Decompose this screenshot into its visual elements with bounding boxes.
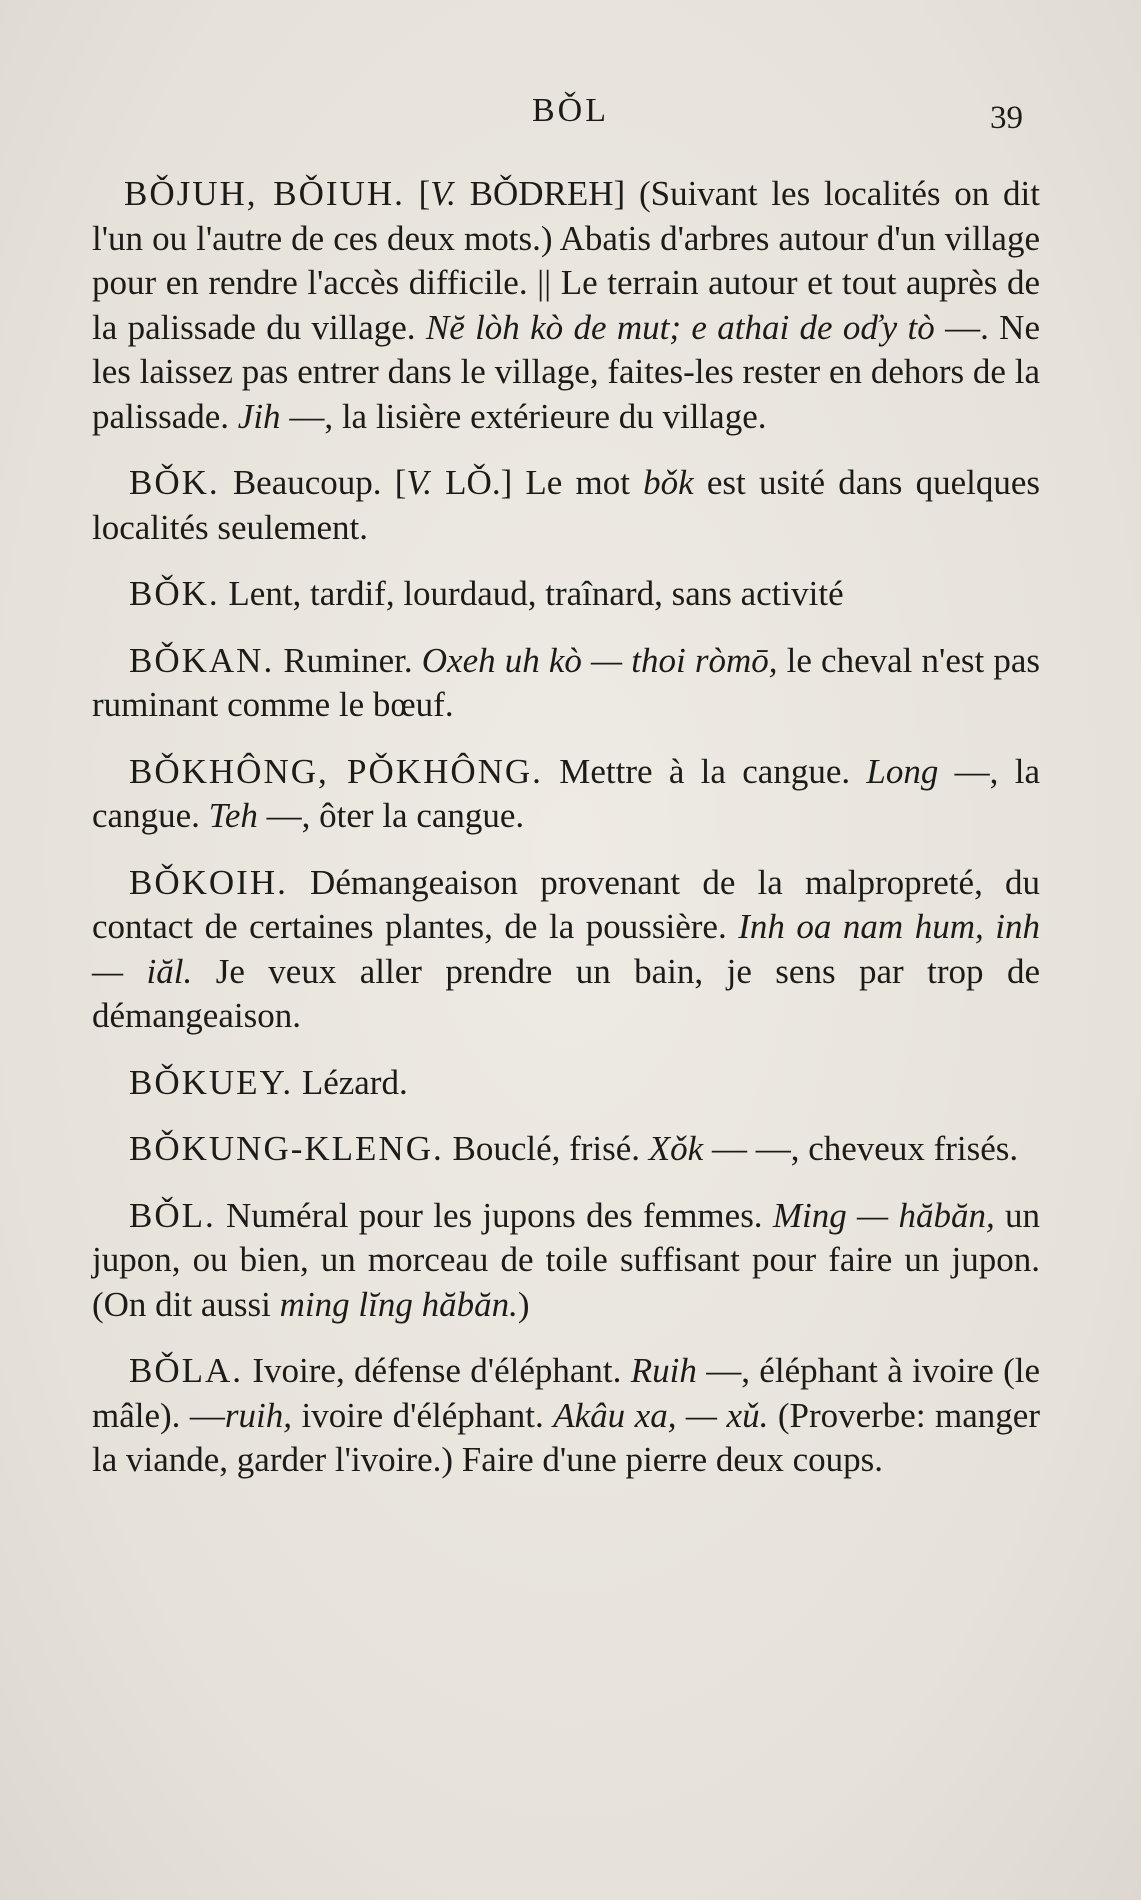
headword: BǑKOIH. <box>129 862 288 902</box>
example-text: Jih <box>237 396 281 436</box>
example-text: ruih, <box>224 1395 293 1435</box>
example-text: Akâu xa, — xǔ. <box>553 1395 769 1435</box>
entry-bol: BǑL. Numéral pour les jupons des femmes. Ming — hăbăn, un jupon, ou bien, un morceau de toile suffisant pour faire un jupon. (On dit aussi ming lĭng hăbăn.) <box>92 1195 1040 1324</box>
example-text: Nĕ lòh kò de mut; e athai de oďy tò <box>425 307 935 347</box>
example-text: Teh <box>208 796 258 835</box>
example-text: Inh oa nam hum, inh — iăl. <box>92 907 1041 991</box>
example-text: Ming — hăbăn, <box>772 1195 995 1235</box>
headword: BǑK. <box>129 463 220 502</box>
example-text: Ruih <box>630 1351 697 1390</box>
entry-bok-lent: BǑK. Lent, tardif, lourdaud, traînard, sans activité <box>129 574 844 613</box>
headword: BǑKUNG-KLENG. <box>129 1129 444 1168</box>
headword: BǑLA. <box>129 1351 244 1390</box>
entry-bola: BǑLA. Ivoire, défense d'éléphant. Ruih —, éléphant à ivoire (le mâle). —ruih, ivoire d'éléphant. Akâu xa, — xǔ. (Proverbe: manger la viande, garder l'ivoire.) Faire d'une pierre deux coups. <box>92 1351 1041 1479</box>
example-text: bǒk <box>643 463 694 502</box>
entry-bokhong: BǑKHÔNG, PǑKHÔNG. Mettre à la cangue. Long —, la cangue. Teh —, ôter la cangue. <box>92 751 1040 835</box>
entry-bokuey: BǑKUEY. Lézard. <box>129 1062 408 1102</box>
entry-bok-beaucoup: BǑK. Beaucoup. [V. LǑ.] Le mot bǒk est usité dans quelques localités seulement. <box>92 463 1040 547</box>
page-number: 39 <box>990 100 1023 136</box>
headword: BǑK. <box>129 574 220 613</box>
example-text: Long <box>866 751 939 791</box>
example-text: Xǒk <box>648 1129 704 1168</box>
example-text: Oxeh uh kò — thoi ròmō, <box>421 640 778 680</box>
headword: BǑJUH, BǑIUH. <box>124 174 405 213</box>
example-text: ming lĭng hăbăn. <box>279 1284 518 1324</box>
entry-bokan: BǑKAN. Ruminer. Oxeh uh kò — thoi ròmō, le cheval n'est pas ruminant comme le bœuf. <box>92 640 1040 724</box>
headword: BǑL. <box>129 1195 216 1235</box>
headword: BǑKAN. <box>129 640 275 680</box>
entry-bojuh: BǑJUH, BǑIUH. [V. BǑDREH] (Suivant les localités on dit l'un ou l'autre de ces deux mots.) Abatis d'arbres autour d'un village pour en rendre l'accès difficile. || Le terrain autour et tout auprès de la palissade du village. Nĕ lòh kò de mut; e athai de oďy tò —. Ne les laissez pas entrer dans le village, faites-les rester en dehors de la palissade. Jih —, la lisière extérieure du village. <box>92 174 1040 436</box>
entry-bokoih: BǑKOIH. Démangeaison provenant de la malpropreté, du contact de certaines plantes, de la poussière. Inh oa nam hum, inh — iăl. Je veux aller prendre un bain, je sens par trop de démangeaison. <box>92 862 1041 1035</box>
running-head: BǑL <box>532 92 609 129</box>
headword: BǑKUEY. <box>129 1062 294 1102</box>
headword: BǑKHÔNG, PǑKHÔNG. <box>129 751 543 791</box>
entry-bokung-kleng: BǑKUNG-KLENG. Bouclé, frisé. Xǒk — —, cheveux frisés. <box>129 1129 1019 1168</box>
entries <box>92 172 1040 1505</box>
